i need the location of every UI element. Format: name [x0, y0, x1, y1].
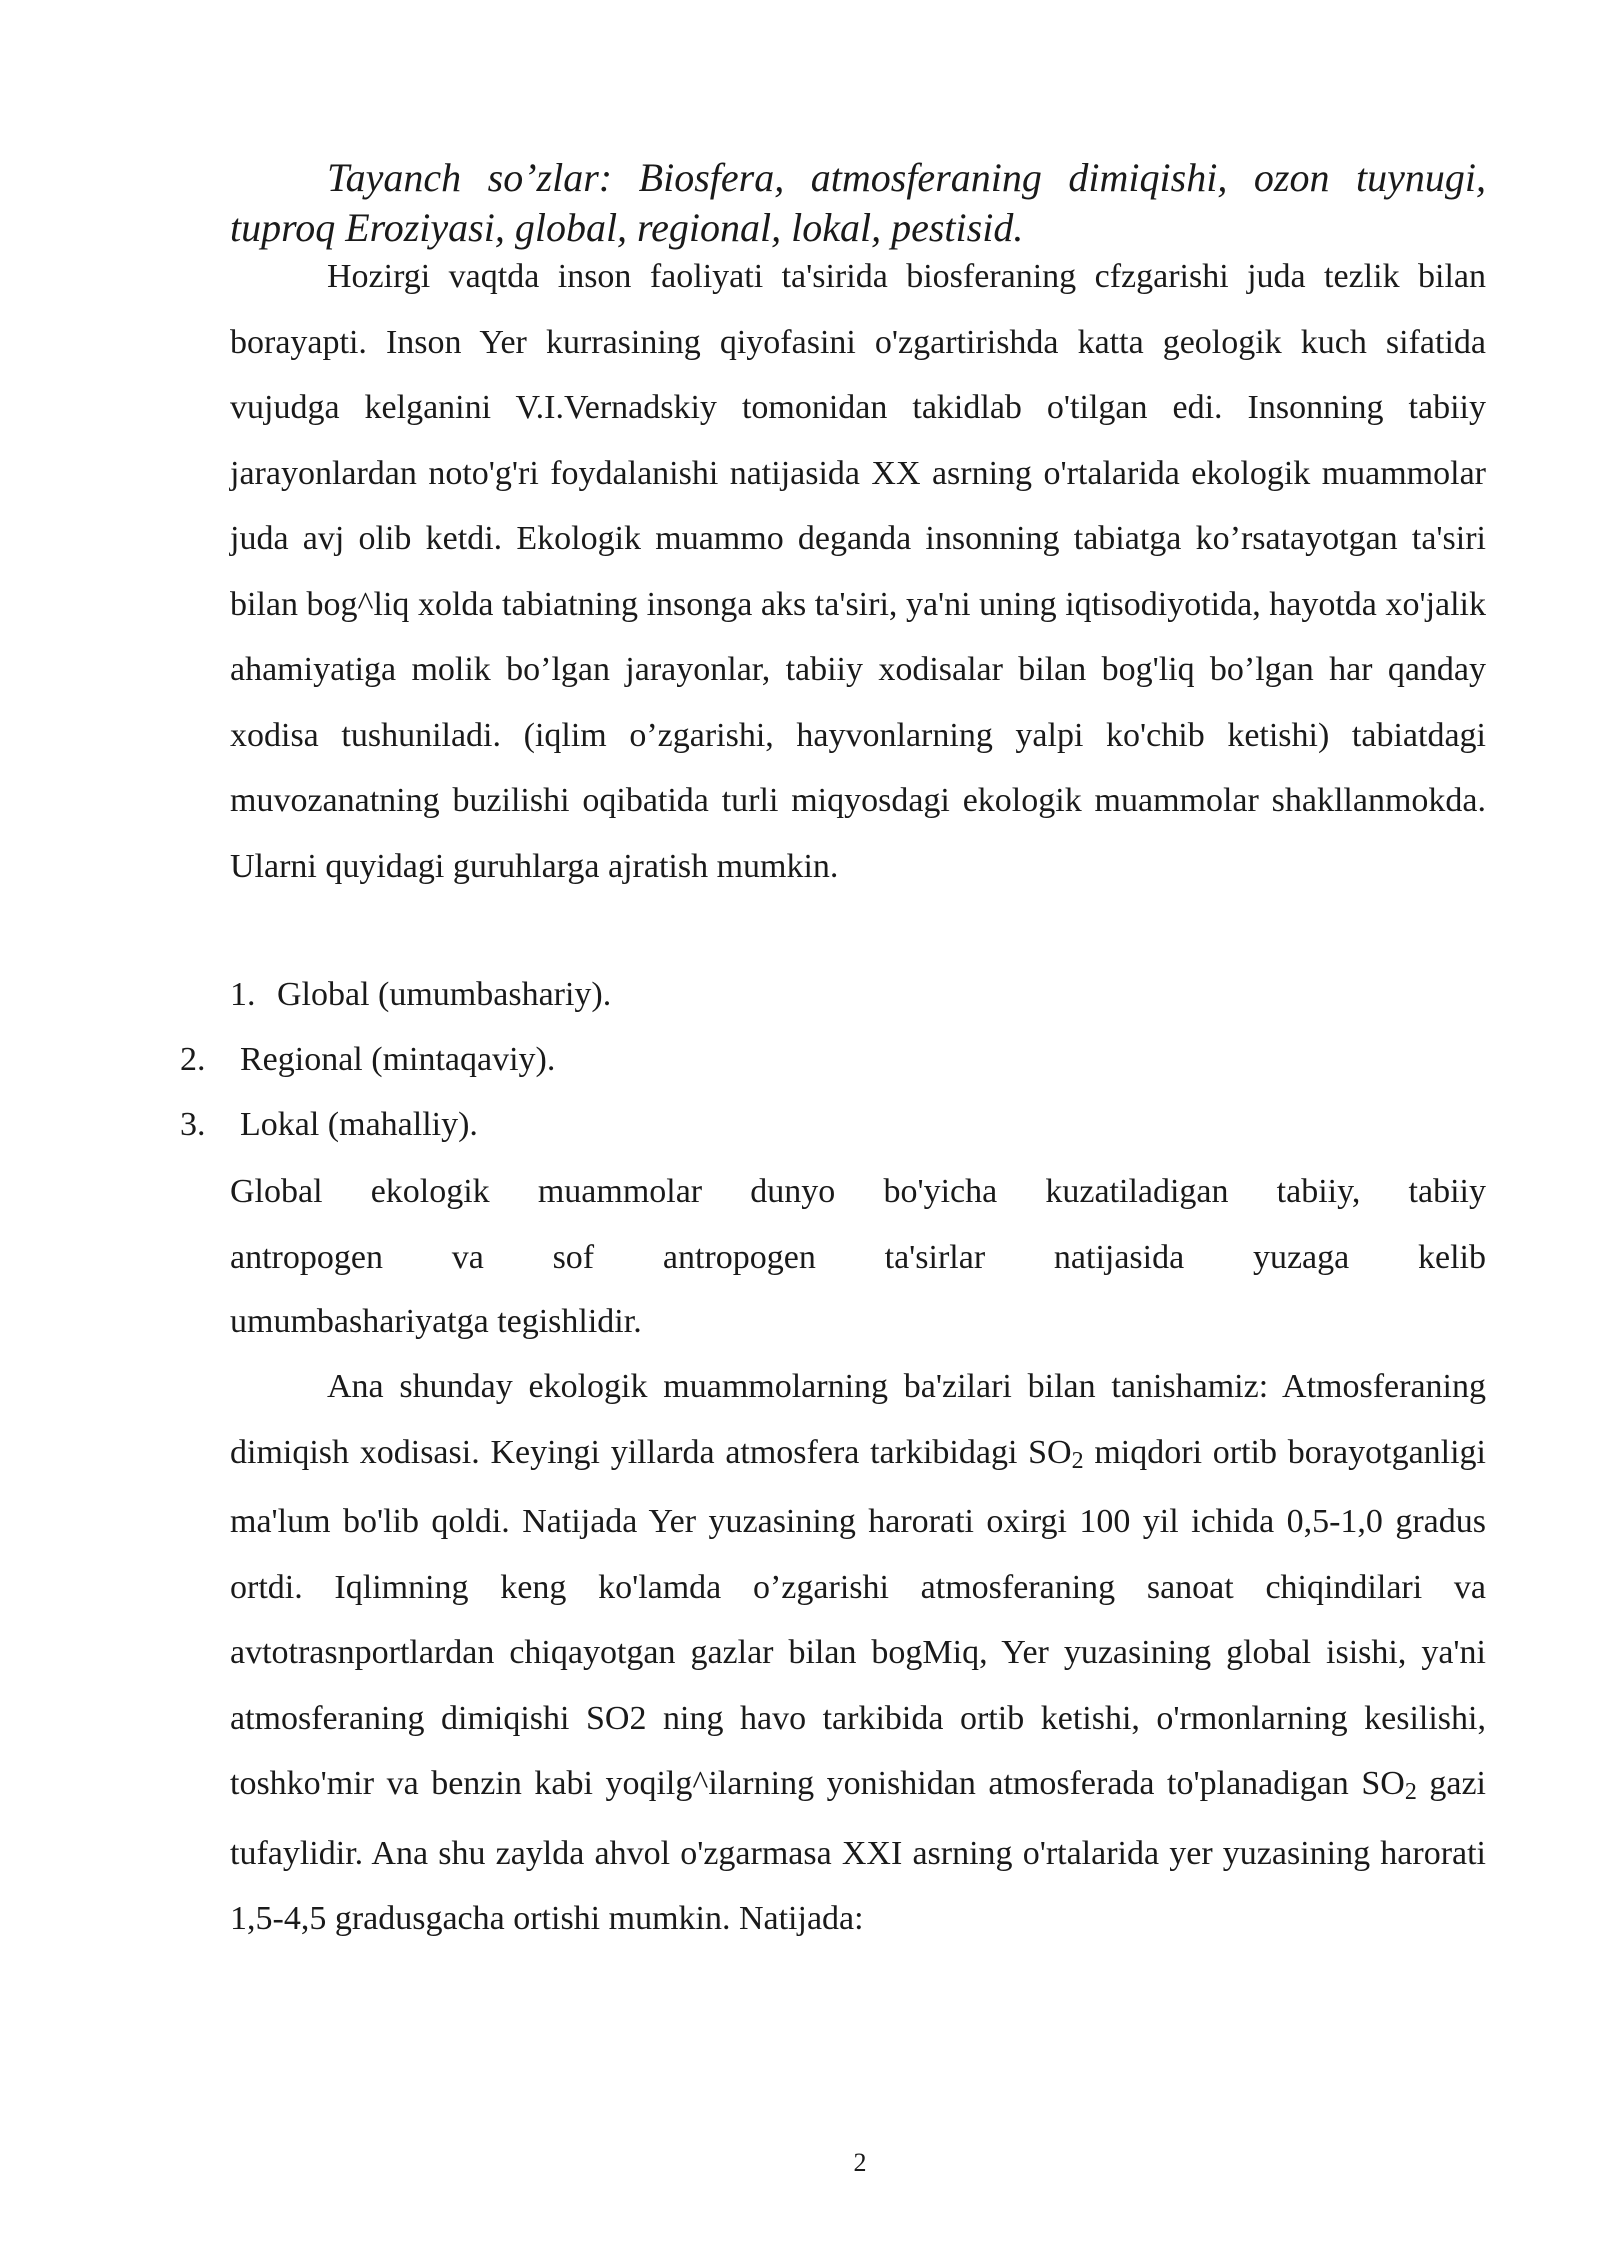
list-item-regional — [180, 1040, 555, 1080]
keywords-text: Tayanch so’zlar: Biosfera, atmosferaning dimiqishi, ozon tuynugi, tuproq Eroziyasi, global, regional, lokal, pestisid. — [230, 155, 1486, 250]
list-number: 3. — [180, 1106, 206, 1143]
list-number: 1. — [230, 976, 256, 1013]
list-text: Global (umumbashariy). — [277, 976, 612, 1013]
list-number: 2. — [180, 1041, 206, 1078]
paragraph-greenhouse — [230, 1354, 1486, 1952]
list-text: Lokal (mahalliy). — [240, 1106, 478, 1143]
list-item-global — [230, 975, 611, 1015]
paragraph-text: gazi tufaylidir. Ana shu zaylda ahvol o'zgarmasa XXI asrning o'rtalarida yer yuzasining harorati 1,5-4,5 gradusgacha ortishi mumkin. Natijada: — [230, 1765, 1486, 1937]
paragraph-line: umumbashariyatga tegishlidir. — [230, 1303, 642, 1340]
subscript: 2 — [1404, 1779, 1417, 1805]
paragraph-global-problems — [230, 1159, 1486, 1290]
paragraph-text: Ana shunday ekologik muammolarning ba'zilari bilan tanishamiz: Atmosferaning dimiqish xodisasi. Keyingi yillarda atmosfera tarkibidagi SO — [230, 1368, 1486, 1471]
keywords-line — [230, 153, 1486, 253]
paragraph-global-problems-end — [230, 1289, 1486, 1355]
subscript: 2 — [1071, 1447, 1084, 1474]
paragraph-intro-text: Hozirgi vaqtda inson faoliyati ta'sirida biosferaning cfzgarishi juda tezlik bilan borayapti. Inson Yer kurrasining qiyofasini o'zgartirishda katta geologik kuch sifatida vujudga kelganini V.I.Vernadskiy tomonidan takidlab o'tilgan edi. Insonning tabiiy jarayonlardan noto'g'ri foydalanishi natijasida XX asrning o'rtalarida ekologik muammolar juda avj olib ketdi. Ekologik muammo deganda insonning tabiatga ko’rsatayotgan ta'siri bilan bog^liq xolda tabiatning insonga aks ta'siri, ya'ni uning iqtisodiyotida, hayotda xo'jalik ahamiyatiga molik bo’lgan jarayonlar, tabiiy xodisalar bilan bog'liq bo’lgan har qanday xodisa tushuniladi. (iqlim o’zgarishi, hayvonlarning yalpi ko'chib ketishi) tabiatdagi muvozanatning buzilishi oqibatida turli miqyosdagi ekologik muammolar shakllanmokda. Ularni quyidagi guruhlarga ajratish mumkin. — [230, 258, 1486, 885]
paragraph-line: Global ekologik muammolar dunyo bo'yicha kuzatiladigan tabiiy, tabiiy — [230, 1173, 1486, 1210]
paragraph-intro — [230, 244, 1486, 899]
list-text: Regional (mintaqaviy). — [240, 1041, 556, 1078]
paragraph-line: antropogen va sof antropogen ta'sirlar natijasida yuzaga kelib — [230, 1238, 1486, 1276]
list-item-lokal — [180, 1105, 478, 1145]
paragraph-text: miqdori ortib borayotganligi ma'lum bo'lib qoldi. Natijada Yer yuzasining harorati oxirgi 100 yil ichida 0,5-1,0 gradus ortdi. Iqlimning keng ko'lamda o’zgarishi atmosferaning sanoat chiqindilari va avtotrasnportlardan chiqayotgan gazlar bilan bogMiq, Yer yuzasining global isishi, ya'ni atmosferaning dimiqishi SO2 ning havo tarkibida ortib ketishi, o'rmonlarning kesilishi, toshko'mir va benzin kabi yoqilg^ilarning yonishidan atmosferada to'planadigan SO — [230, 1433, 1487, 1802]
page-number: 2 — [853, 2148, 867, 2177]
